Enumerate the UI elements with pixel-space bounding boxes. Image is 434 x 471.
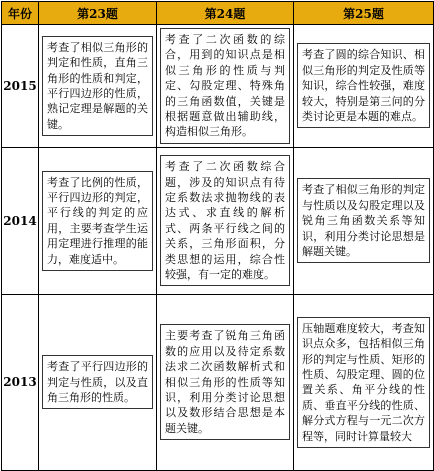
header-q24: 第24题 — [157, 2, 294, 25]
q23-cell — [39, 147, 157, 294]
q23-text: 考查了相似三角形的判定和性质，直角三角形的性质和判定，平行四边形的性质，熟记定理是解题的关键。 — [42, 36, 153, 136]
q25-cell — [294, 147, 434, 294]
q24-cell — [157, 25, 294, 148]
q23-cell — [39, 294, 157, 470]
header-q25: 第25题 — [294, 2, 434, 25]
q24-cell — [157, 294, 294, 470]
year-cell: 2013 — [2, 294, 39, 470]
header-year: 年份 — [2, 2, 39, 25]
year-cell: 2014 — [2, 147, 39, 294]
q25-cell — [294, 25, 434, 148]
q24-text: 考查了二次函数综合题，涉及的知识点有待定系数法求抛物线的表达式、求直线的解析式、两条平行线之间的关系，三角形面积，分类思想的运用，综合性较强，有一定的难度。 — [160, 155, 290, 286]
q25-text: 压轴题难度较大，考查知识点众多，包括相似三角形的判定与性质、矩形的性质、勾股定理、圆的位置关系、角平分线的性质、垂直平分线的性质、解分式方程与一元二次方程等，同时计算量较大 — [297, 317, 430, 448]
q23-cell — [39, 25, 157, 148]
table-row-2015 — [2, 25, 434, 148]
q23-text: 考查了比例的性质，平行四边形的判定，平行线的判定的应用，主要考查学生运用定理进行推理的能力，难度适中。 — [42, 171, 153, 271]
q25-text: 考查了相似三角形的判定与性质以及勾股定理以及锐角三角函数关系等知识，利用分类讨论思想是解题关键。 — [297, 178, 430, 263]
q25-cell — [294, 294, 434, 470]
q25-text: 考查了圆的综合知识、相似三角形的判定及性质等知识，综合性较强，难度较大，特别是第三问的分类讨论更是本题的难点。 — [297, 43, 430, 128]
q23-text: 考查了平行四边形的判定与性质，以及直角三角形的性质。 — [42, 355, 153, 409]
year-cell: 2015 — [2, 25, 39, 148]
header-q23: 第23题 — [39, 2, 157, 25]
q24-cell — [157, 147, 294, 294]
q24-text: 主要考查了锐角三角函数的应用以及待定系数法求二次函数解析式和相似三角形的性质等知识，利用分类讨论思想以及数形结合思想是本题关键。 — [160, 324, 290, 440]
q24-text: 考查了二次函数的综合，用到的知识点是相似三角形的性质与判定、勾股定理、特殊角的三角函数值，关键是根据题意做出辅助线，构造相似三角形。 — [160, 28, 290, 144]
table-row-2014 — [2, 147, 434, 294]
exam-analysis-table — [1, 1, 434, 471]
header-row — [2, 2, 434, 25]
table-row-2013 — [2, 294, 434, 470]
